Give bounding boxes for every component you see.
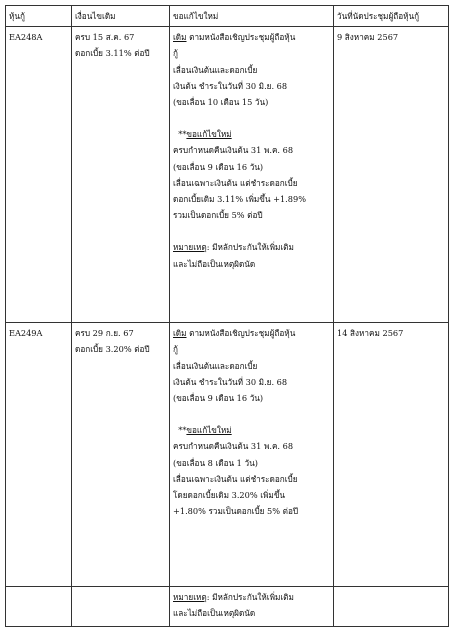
new-terms: เดิม ตามหนังสือเชิญประชุมผู้ถือหุ้น กู้ เลื่อนเงินต้นและดอกเบี้ย เงินต้น ชำระในวันที่ 30 มิ.ย. 68 (ขอเลื่อน 9 เดือน 16 วัน) **ขอแก้ไขใหม่ ครบกำหนดคืนเงินต้น 31 พ.ค. 68 (ขอเลื่อน 8 เดือน 1 วัน) เลื่อนเฉพาะเงินต้น แต่ชำระดอกเบี้ย โดยดอกเบี้ยเดิม 3.20% เพิ่มขึ้น +1.80% รวมเป็นดอกเบี้ย 5% ต่อปี <box>170 323 334 587</box>
header-debenture: หุ้นกู้ <box>6 6 72 27</box>
debenture-table <box>5 5 449 627</box>
debenture-code: EA248A <box>6 27 72 323</box>
original-terms: ครบ 29 ก.ย. 67 ดอกเบี้ย 3.20% ต่อปี <box>72 323 170 587</box>
original-terms <box>72 587 170 627</box>
new-terms: หมายเหตุ: มีหลักประกันให้เพิ่มเติม และไม่ถือเป็นเหตุผิดนัด <box>170 587 334 627</box>
original-terms: ครบ 15 ส.ค. 67 ดอกเบี้ย 3.11% ต่อปี <box>72 27 170 323</box>
header-row <box>6 6 449 27</box>
table-row <box>6 323 449 587</box>
header-original-terms: เงื่อนไขเดิม <box>72 6 170 27</box>
meeting-date <box>334 587 449 627</box>
header-meeting-date: วันที่นัดประชุมผู้ถือหุ้นกู้ <box>334 6 449 27</box>
debenture-code <box>6 587 72 627</box>
meeting-date: 9 สิงหาคม 2567 <box>334 27 449 323</box>
table-row <box>6 587 449 627</box>
new-terms: เดิม ตามหนังสือเชิญประชุมผู้ถือหุ้น กู้ เลื่อนเงินต้นและดอกเบี้ย เงินต้น ชำระในวันที่ 30 มิ.ย. 68 (ขอเลื่อน 10 เดือน 15 วัน) **ขอแก้ไขใหม่ ครบกำหนดคืนเงินต้น 31 พ.ค. 68 (ขอเลื่อน 9 เดือน 16 วัน) เลื่อนเฉพาะเงินต้น แต่ชำระดอกเบี้ย ดอกเบี้ยเดิม 3.11% เพิ่มขึ้น +1.89% รวมเป็นดอกเบี้ย 5% ต่อปี หมายเหตุ: มีหลักประกันให้เพิ่มเติม และไม่ถือเป็นเหตุผิดนัด <box>170 27 334 323</box>
meeting-date: 14 สิงหาคม 2567 <box>334 323 449 587</box>
header-new-terms: ขอแก้ไขใหม่ <box>170 6 334 27</box>
table-row <box>6 27 449 323</box>
debenture-code: EA249A <box>6 323 72 587</box>
